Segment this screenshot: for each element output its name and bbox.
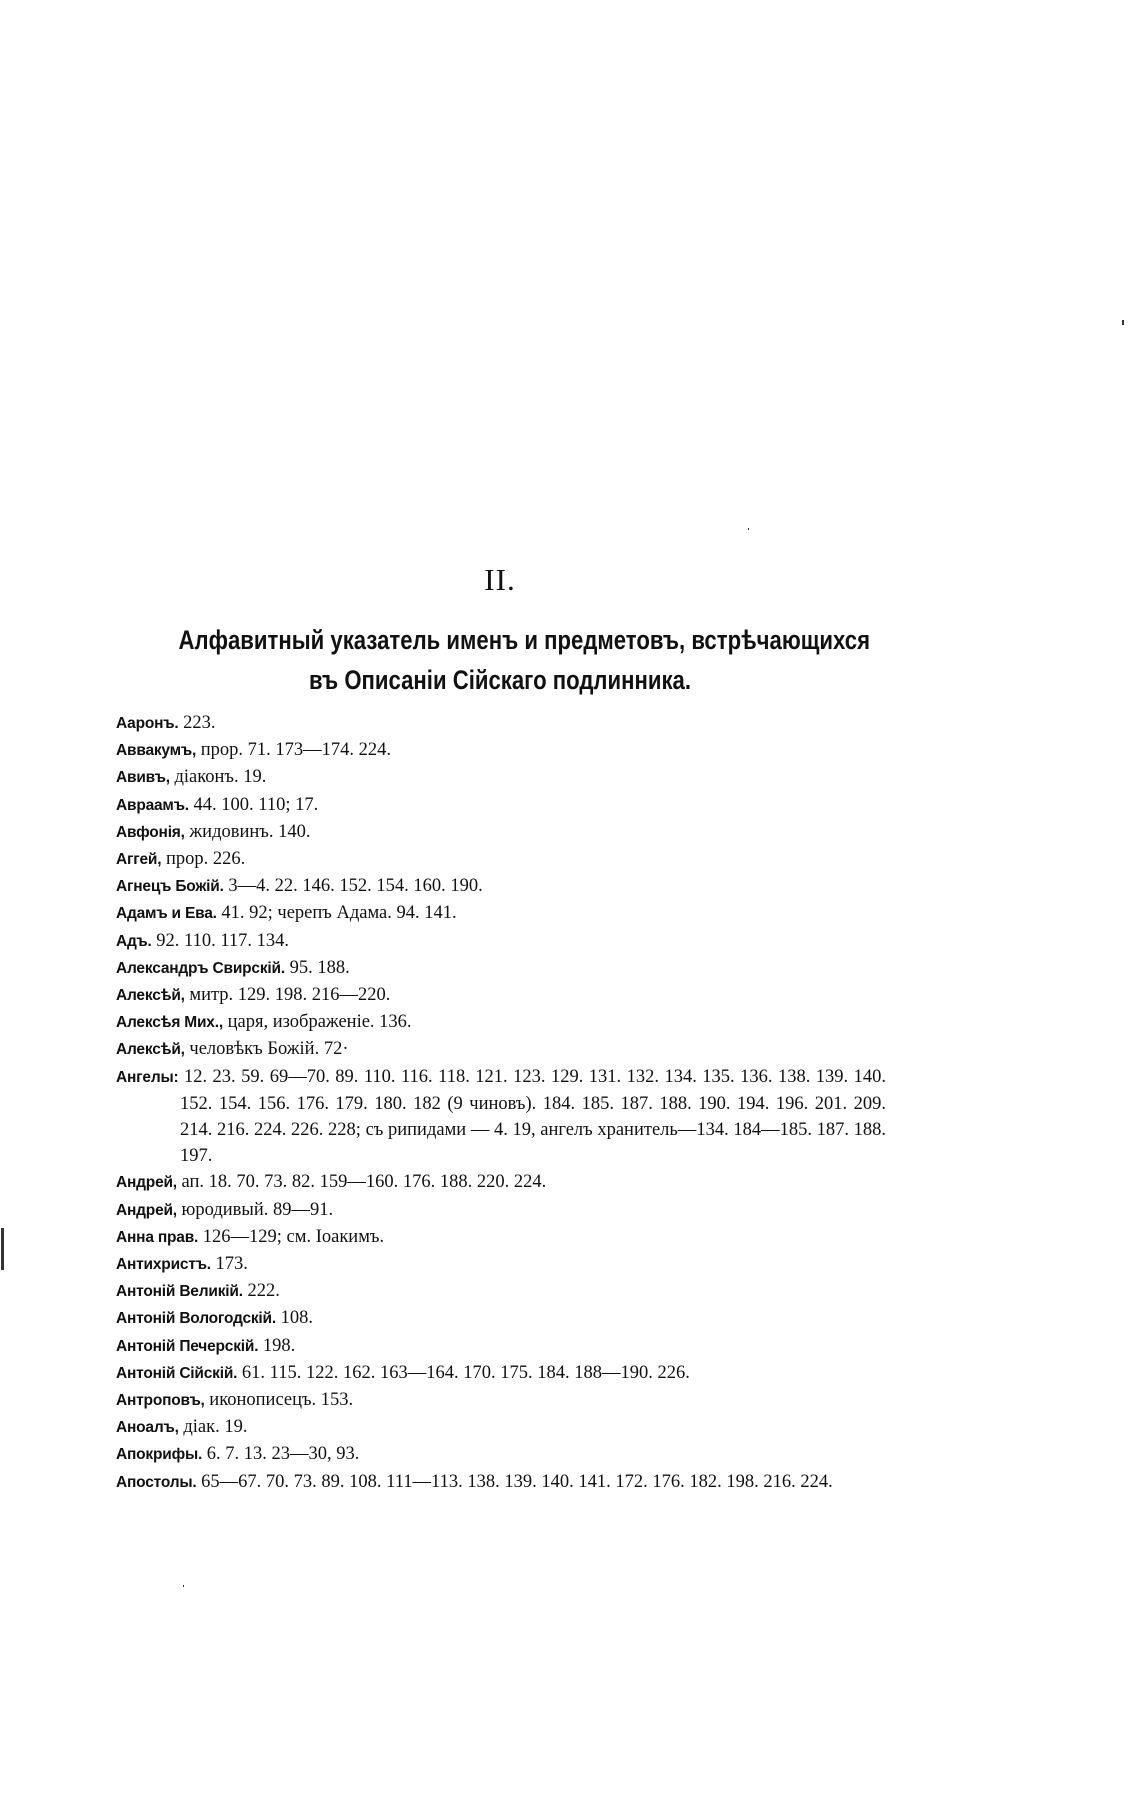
entry-references: царя, изображеніе. 136. bbox=[222, 1012, 412, 1033]
index-entry bbox=[116, 819, 886, 846]
index-entry bbox=[116, 1441, 886, 1468]
heading-line-2: въ Описаніи Сійскаго подлинника. bbox=[308, 665, 692, 695]
entry-headword: Авфонія, bbox=[116, 823, 185, 841]
entry-headword: Анна прав. bbox=[116, 1228, 199, 1246]
entry-references: иконописецъ. 153. bbox=[204, 1390, 354, 1411]
index-entry bbox=[116, 1224, 886, 1251]
index-entry bbox=[116, 737, 886, 764]
index-heading bbox=[178, 620, 871, 700]
index-entries bbox=[116, 710, 886, 1496]
entry-references: человѣкъ Божій. 72· bbox=[184, 1039, 349, 1060]
entry-references: прор. 226. bbox=[161, 849, 246, 870]
index-entry bbox=[116, 1036, 886, 1063]
entry-references: 222. bbox=[242, 1281, 280, 1302]
entry-headword: Аноалъ, bbox=[116, 1419, 179, 1437]
index-entry bbox=[116, 1333, 886, 1360]
index-entry bbox=[116, 1064, 886, 1170]
index-entry bbox=[116, 1009, 886, 1036]
index-entry bbox=[116, 1387, 886, 1414]
index-entry bbox=[116, 928, 886, 955]
entry-headword: Алексѣй, bbox=[116, 987, 185, 1005]
entry-headword: Адамъ и Ева. bbox=[116, 905, 217, 923]
entry-references: 44. 100. 110; 17. bbox=[188, 794, 319, 815]
entry-headword: Алексѣй, bbox=[116, 1041, 185, 1059]
heading-line-1: Алфавитный указатель именъ и предметовъ, встрѣчающихся bbox=[178, 625, 871, 655]
entry-headword: Адъ. bbox=[116, 932, 152, 950]
entry-references: 126—129; см. Іоакимъ. bbox=[198, 1226, 385, 1247]
index-entry bbox=[116, 955, 886, 982]
index-entry bbox=[116, 710, 886, 737]
entry-headword: Ангелы: bbox=[116, 1068, 179, 1086]
entry-headword: Александръ Свирскій. bbox=[116, 959, 285, 977]
entry-references: прор. 71. 173—174. 224. bbox=[196, 740, 392, 761]
entry-headword: Апокрифы. bbox=[116, 1446, 203, 1464]
index-entry bbox=[116, 1469, 886, 1496]
entry-headword: Ааронъ. bbox=[116, 715, 179, 732]
entry-references: 12. 23. 59. 69—70. 89. 110. 116. 118. 121. 123. 129. 131. 132. 134. 135. 136. 138. 139. 140. 152. 154. 156. 176. 179. 180. 182 (9 чиновъ). 184. 185. 187. 188. 190. 194. 196. 201. 209. 214. 216. 224. 226. 228; съ рипидами — 4. 19, ангелъ хранитель—134. 184—185. 187. 188. 197. bbox=[178, 1066, 886, 1167]
index-entry bbox=[116, 846, 886, 873]
scan-speck bbox=[183, 1585, 184, 1587]
entry-headword: Антоній Печерскій. bbox=[116, 1337, 259, 1355]
entry-references: діаконъ. 19. bbox=[169, 767, 267, 788]
entry-references: митр. 129. 198. 216—220. bbox=[184, 985, 391, 1006]
margin-bracket-mark bbox=[1, 1228, 4, 1270]
entry-references: 198. bbox=[258, 1335, 296, 1356]
entry-references: 223. bbox=[178, 713, 216, 733]
entry-headword: Антроповъ, bbox=[116, 1392, 205, 1410]
scan-speck bbox=[748, 528, 749, 530]
entry-references: жидовинъ. 140. bbox=[184, 821, 311, 842]
entry-references: юродивый. 89—91. bbox=[176, 1199, 334, 1220]
entry-headword: Агнецъ Божій. bbox=[116, 878, 224, 896]
entry-headword: Алексѣя Мих., bbox=[116, 1014, 223, 1032]
entry-headword: Авивъ, bbox=[116, 769, 170, 787]
entry-references: 6. 7. 13. 23—30, 93. bbox=[202, 1444, 360, 1465]
entry-references: 65—67. 70. 73. 89. 108. 111—113. 138. 139. 140. 141. 172. 176. 182. 198. 216. 224. bbox=[196, 1471, 833, 1492]
entry-headword: Аггей, bbox=[116, 851, 162, 869]
index-entry bbox=[116, 792, 886, 819]
index-entry bbox=[116, 1414, 886, 1441]
entry-references: 95. 188. bbox=[284, 957, 350, 978]
entry-headword: Авраамъ. bbox=[116, 796, 189, 814]
entry-headword: Аввакумъ, bbox=[116, 742, 197, 760]
index-entry bbox=[116, 764, 886, 791]
index-entry bbox=[116, 873, 886, 900]
index-entry bbox=[116, 1197, 886, 1224]
index-entry bbox=[116, 1278, 886, 1305]
entry-references: ап. 18. 70. 73. 82. 159—160. 176. 188. 220. 224. bbox=[176, 1172, 547, 1193]
entry-references: 173. bbox=[210, 1254, 248, 1275]
entry-headword: Апостолы. bbox=[116, 1473, 197, 1491]
entry-references: 92. 110. 117. 134. bbox=[151, 930, 290, 951]
index-entry bbox=[116, 1360, 886, 1387]
index-entry bbox=[116, 1169, 886, 1196]
entry-headword: Андрей, bbox=[116, 1201, 177, 1219]
scan-speck bbox=[1122, 320, 1124, 325]
entry-references: діак. 19. bbox=[178, 1417, 248, 1438]
index-entry bbox=[116, 982, 886, 1009]
entry-headword: Антоній Сійскій. bbox=[116, 1364, 238, 1382]
index-entry bbox=[116, 1251, 886, 1278]
entry-headword: Антихристъ. bbox=[116, 1256, 211, 1274]
index-entry bbox=[116, 1305, 886, 1332]
index-entry bbox=[116, 900, 886, 927]
entry-references: 108. bbox=[275, 1308, 313, 1329]
entry-references: 3—4. 22. 146. 152. 154. 160. 190. bbox=[223, 876, 483, 897]
entry-headword: Андрей, bbox=[116, 1174, 177, 1192]
section-number: II. bbox=[484, 562, 516, 597]
entry-headword: Антоній Великій. bbox=[116, 1283, 243, 1301]
entry-headword: Антоній Вологодскій. bbox=[116, 1310, 276, 1328]
entry-references: 61. 115. 122. 162. 163—164. 170. 175. 184. 188—190. 226. bbox=[237, 1362, 690, 1383]
entry-references: 41. 92; черепъ Адама. 94. 141. bbox=[216, 903, 457, 924]
